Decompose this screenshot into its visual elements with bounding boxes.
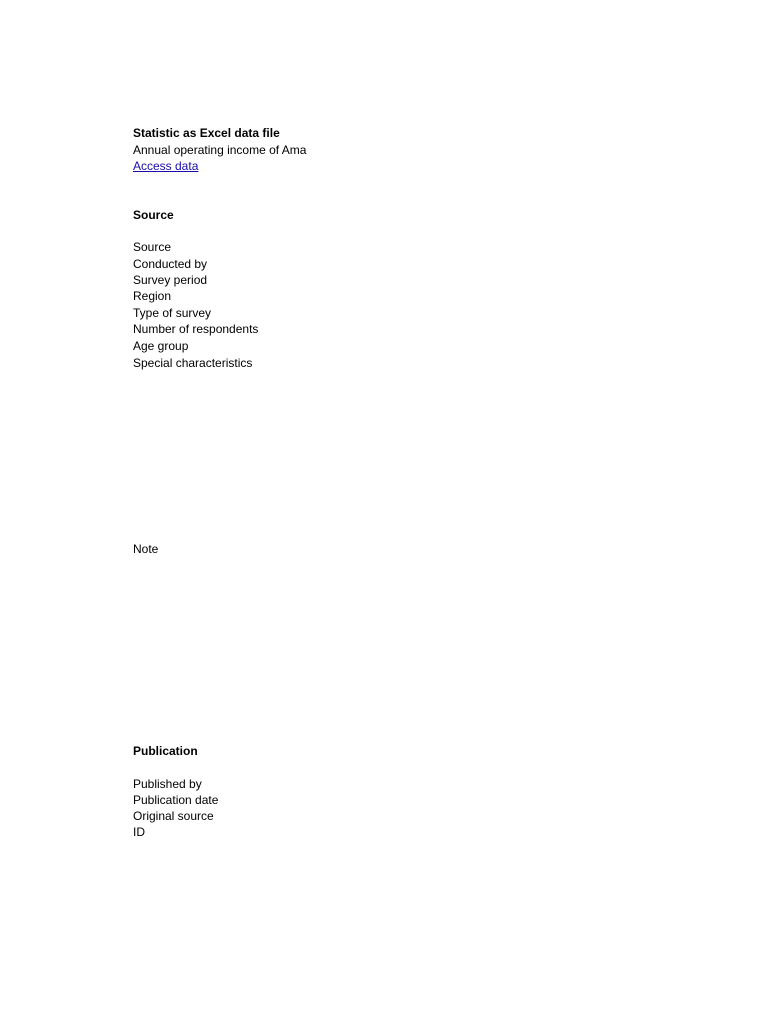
field-label-conducted-by: Conducted by (133, 257, 208, 271)
field-label-published-by: Published by (133, 777, 202, 791)
field-label-original-source: Original source (133, 809, 214, 823)
access-data-link[interactable]: Access data (133, 159, 199, 173)
publication-section-heading: Publication (133, 744, 198, 758)
excel-section-heading: Statistic as Excel data file (133, 126, 280, 140)
source-section-heading: Source (133, 208, 174, 222)
field-label-id: ID (133, 825, 145, 839)
field-label-special-characteristics: Special characteristics (133, 356, 253, 370)
field-label-type-of-survey: Type of survey (133, 306, 212, 320)
field-label-region: Region (133, 289, 172, 303)
field-label-number-of-respondents: Number of respondents (133, 322, 259, 336)
field-label-survey-period: Survey period (133, 273, 208, 287)
field-label-source: Source (133, 240, 172, 254)
field-label-note: Note (133, 542, 159, 556)
field-label-age-group: Age group (133, 339, 189, 353)
statistic-description: Annual operating income of Ama (133, 143, 307, 157)
field-label-publication-date: Publication date (133, 793, 219, 807)
